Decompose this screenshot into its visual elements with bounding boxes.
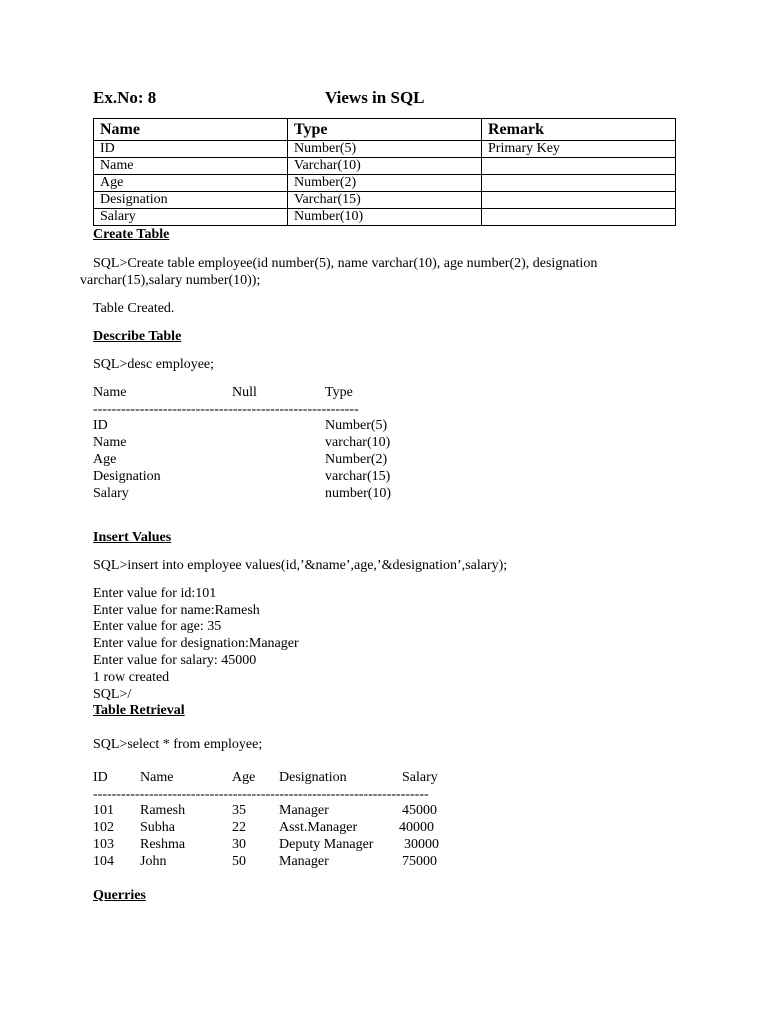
retrieval-cell-id: 104 (93, 854, 114, 869)
select-command: SQL>select * from employee; (93, 737, 263, 752)
schema-header-remark: Remark (482, 119, 676, 141)
describe-cell-type: varchar(10) (325, 435, 391, 450)
insert-output-line: Enter value for salary: 45000 (93, 653, 257, 668)
retrieval-cell-name: Ramesh (140, 803, 186, 818)
retrieval-header-row (93, 769, 693, 786)
retrieval-cell-age: 35 (232, 803, 246, 818)
describe-cell-name: ID (93, 418, 108, 433)
schema-cell-remark (482, 209, 676, 226)
schema-cell-type: Number(2) (288, 175, 482, 192)
retrieval-cell-age: 50 (232, 854, 246, 869)
describe-row (93, 468, 693, 485)
create-table-command-line-1: SQL>Create table employee(id number(5), name varchar(10), age number(2), designation (93, 256, 598, 271)
retrieval-cell-salary: 40000 (399, 820, 434, 835)
table-row (94, 158, 676, 175)
retrieval-cell-id: 103 (93, 837, 114, 852)
create-table-result: Table Created. (93, 301, 175, 316)
schema-cell-type: Varchar(15) (288, 192, 482, 209)
schema-cell-remark: Primary Key (482, 141, 676, 158)
describe-separator: --------------------------------------------------------- (93, 402, 359, 417)
schema-cell-name: ID (94, 141, 288, 158)
schema-cell-type: Number(10) (288, 209, 482, 226)
retrieval-separator: ------------------------------------------------------------------------ (93, 787, 429, 802)
describe-row (93, 417, 693, 434)
retrieval-cell-age: 22 (232, 820, 246, 835)
table-row (93, 853, 693, 870)
describe-cell-name: Salary (93, 486, 129, 501)
retrieval-cell-id: 101 (93, 803, 114, 818)
schema-header-name: Name (94, 119, 288, 141)
describe-cell-type: Number(5) (325, 418, 388, 433)
table-retrieval-heading: Table Retrieval (93, 703, 185, 718)
schema-header-type: Type (288, 119, 482, 141)
describe-cell-name: Age (93, 452, 117, 467)
retrieval-cell-salary: 75000 (402, 854, 437, 869)
schema-cell-remark (482, 175, 676, 192)
retrieval-cell-designation: Deputy Manager (279, 837, 374, 852)
table-row (94, 209, 676, 226)
describe-cell-type: varchar(15) (325, 469, 391, 484)
table-row (93, 836, 693, 853)
retrieval-cell-id: 102 (93, 820, 114, 835)
schema-cell-name: Name (94, 158, 288, 175)
table-row (94, 141, 676, 158)
insert-output-line: Enter value for designation:Manager (93, 636, 299, 651)
describe-col-type: Type (325, 385, 353, 400)
insert-output-line: 1 row created (93, 670, 170, 685)
schema-table (93, 118, 676, 226)
describe-cell-type: Number(2) (325, 452, 388, 467)
table-row (94, 175, 676, 192)
retrieval-cell-designation: Asst.Manager (279, 820, 358, 835)
schema-header-row (94, 119, 676, 141)
retrieval-cell-salary: 30000 (404, 837, 439, 852)
insert-output-line: Enter value for id:101 (93, 586, 217, 601)
schema-cell-remark (482, 158, 676, 175)
table-row (93, 819, 693, 836)
insert-values-heading: Insert Values (93, 530, 172, 545)
retrieval-col-id: ID (93, 770, 108, 785)
describe-row (93, 485, 693, 502)
retrieval-cell-designation: Manager (279, 854, 329, 869)
retrieval-cell-salary: 45000 (402, 803, 437, 818)
describe-header-row (93, 384, 693, 401)
describe-col-null: Null (232, 385, 257, 400)
schema-cell-remark (482, 192, 676, 209)
describe-row (93, 451, 693, 468)
retrieval-col-salary: Salary (402, 770, 438, 785)
retrieval-cell-name: Subha (140, 820, 175, 835)
describe-table-heading: Describe Table (93, 329, 182, 344)
insert-output-line: Enter value for age: 35 (93, 619, 222, 634)
retrieval-col-name: Name (140, 770, 174, 785)
describe-cell-type: number(10) (325, 486, 392, 501)
schema-cell-type: Number(5) (288, 141, 482, 158)
table-row (94, 192, 676, 209)
exercise-number: Ex.No: 8 (93, 88, 157, 107)
schema-cell-name: Designation (94, 192, 288, 209)
describe-cell-name: Name (93, 435, 127, 450)
retrieval-cell-name: Reshma (140, 837, 186, 852)
insert-output-line: Enter value for name:Ramesh (93, 603, 260, 618)
describe-col-name: Name (93, 385, 127, 400)
describe-cell-name: Designation (93, 469, 161, 484)
retrieval-col-age: Age (232, 770, 256, 785)
describe-command: SQL>desc employee; (93, 357, 215, 372)
retrieval-cell-name: John (140, 854, 167, 869)
insert-output-line: SQL>/ (93, 687, 132, 702)
retrieval-cell-designation: Manager (279, 803, 329, 818)
create-table-heading: Create Table (93, 227, 170, 242)
page-title: Views in SQL (325, 88, 425, 107)
retrieval-cell-age: 30 (232, 837, 246, 852)
schema-cell-type: Varchar(10) (288, 158, 482, 175)
table-row (93, 802, 693, 819)
insert-command: SQL>insert into employee values(id,’&name’,age,’&designation’,salary); (93, 558, 508, 573)
create-table-command-line-2: varchar(15),salary number(10)); (80, 273, 261, 288)
schema-cell-name: Age (94, 175, 288, 192)
retrieval-col-designation: Designation (279, 770, 347, 785)
describe-row (93, 434, 693, 451)
schema-cell-name: Salary (94, 209, 288, 226)
querries-heading: Querries (93, 888, 146, 903)
